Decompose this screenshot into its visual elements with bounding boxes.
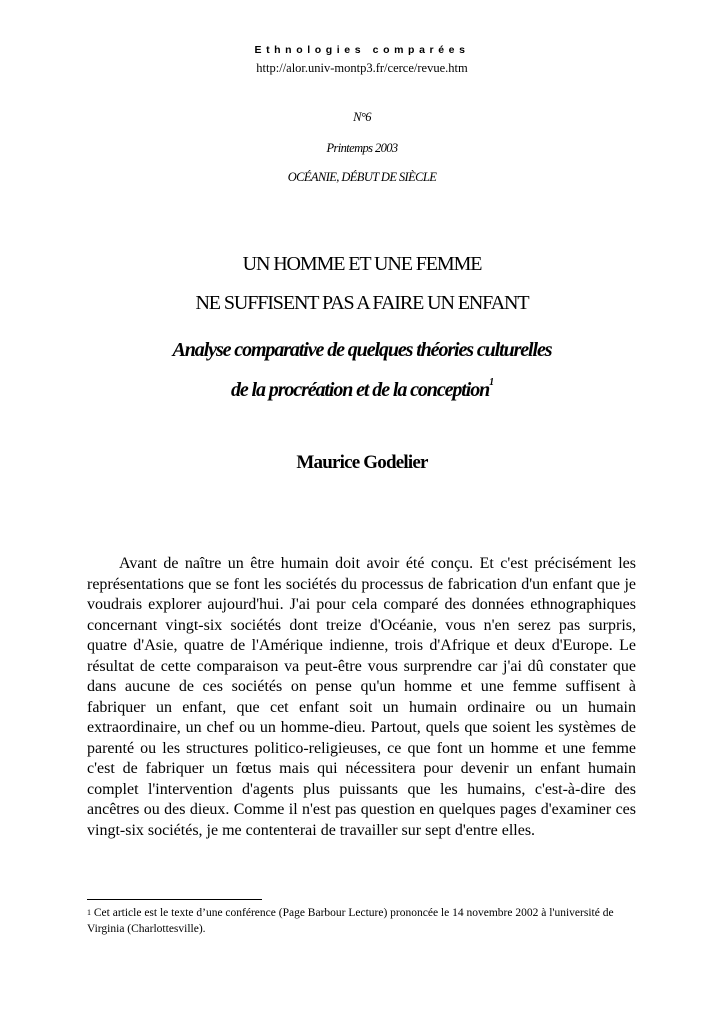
issue-number: N°6: [353, 110, 371, 124]
journal-url[interactable]: http://alor.univ-montp3.fr/cerce/revue.htm: [256, 61, 468, 75]
article-subtitle-line-1: Analyse comparative de quelques théories culturelles: [172, 339, 552, 361]
footnote-text: Cet article est le texte d’une conférence (Page Barbour Lecture) prononcée le 14 novembre 2002 à l'université de Virginia (Charlottesville).: [87, 907, 614, 935]
body-paragraph: Avant de naître un être humain doit avoir été conçu. Et c'est précisément les représentations que se font les sociétés du processus de fabrication d'un enfant que je voudrais explorer aujourd'hui. J'ai pour cela comparé des données ethnographiques concernant vingt-six sociétés dont treize d'Océanie, vous n'en serez pas surpris, quatre d'Asie, quatre de l'Amérique indienne, trois d'Afrique et deux d'Europe. Le résultat de cette comparaison va peut-être vous surprendre car j'ai dû constater que dans aucune de ces sociétés on pense qu'un homme et une femme suffisent à fabriquer un enfant, que cet enfant soit un humain ordinaire ou un humain extraordinaire, un chef ou un homme-dieu. Partout, quels que soient les systèmes de parenté ou les structures politico-religieuses, ce que font un homme et une femme c'est de fabriquer un fœtus mais qui nécessitera pour devenir un enfant humain complet l'intervention d'agents plus puissants que les humains, c'est-à-dire des ancêtres ou des dieux. Comme il n'est pas question en quelques pages d'examiner ces vingt-six sociétés, je me contenterai de travailler sur sept d'entre elles.: [87, 555, 636, 839]
footnote-number: 1: [87, 908, 91, 917]
article-title-line-2: NE SUFFISENT PAS A FAIRE UN ENFANT: [195, 292, 529, 314]
footnote: [87, 906, 639, 937]
footnote-reference[interactable]: 1: [489, 377, 494, 388]
issue-season: Printemps 2003: [326, 141, 398, 155]
issue-theme: OCÉANIE, DÉBUT DE SIÈCLE: [287, 170, 437, 184]
journal-name: Ethnologies comparées: [254, 44, 470, 56]
subtitle-text: de la procréation et de la conception: [230, 379, 490, 401]
author-name: Maurice Godelier: [296, 452, 428, 473]
article-title-line-1: UN HOMME ET UNE FEMME: [242, 253, 482, 275]
footnote-separator: [87, 899, 262, 900]
article-subtitle-line-2: [0, 379, 724, 402]
